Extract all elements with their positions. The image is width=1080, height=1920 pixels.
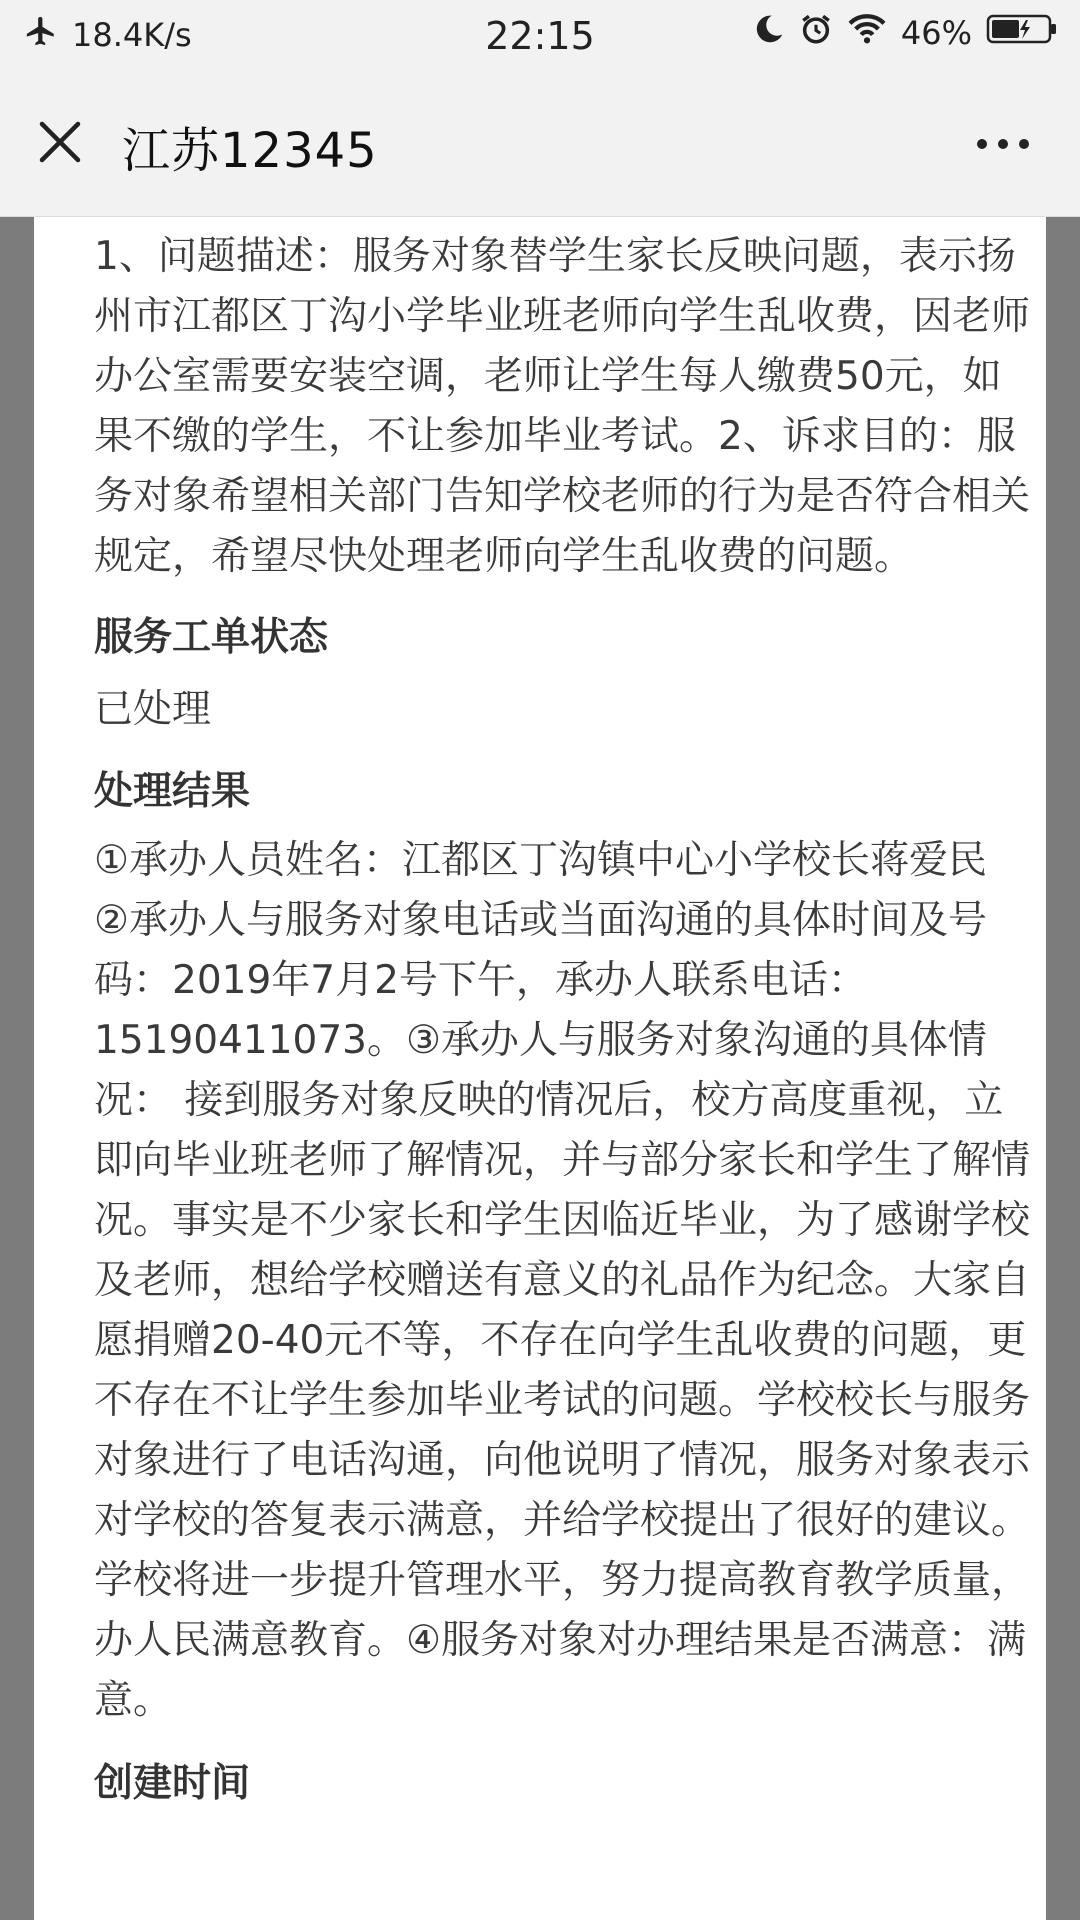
result-text: ①承办人员姓名：江都区丁沟镇中心小学校长蒋爱民 ②承办人与服务对象电话或当面沟通的具体时间及号码：2019年7月2号下午，承办人联系电话：15190411073。③承办人与服务对象沟通的具体情况： 接到服务对象反映的情况后，校方高度重视，立即向毕业班老师了解情况，并与部分家长和学生了解情况。事实是不少家长和学生因临近毕业，为了感谢学校及老师，想给学校赠送有意义的礼品作为纪念。大家自愿捐赠20-40元不等，不存在向学生乱收费的问题，更不存在不让学生参加毕业考试的问题。学校校长与服务对象进行了电话沟通，向他说明了情况，服务对象表示对学校的答复表示满意，并给学校提出了很好的建议。学校将进一步提升管理水平，努力提高教育教学质量，办人民满意教育。④服务对象对办理结果是否满意：满意。 (94, 838, 1031, 1723)
detail-card (34, 217, 1046, 1920)
problem-description: 1、问题描述：服务对象替学生家长反映问题，表示扬州市江都区丁沟小学毕业班老师向学生乱收费，因老师办公室需要安装空调，老师让学生每人缴费50元，如果不缴的学生，不让参加毕业考试。2、诉求目的：服务对象希望相关部门告知学校老师的行为是否符合相关规定，希望尽快处理老师向学生乱收费的问题。 (94, 234, 1031, 579)
status-bar (0, 0, 1080, 76)
detail-content (94, 227, 1034, 1815)
network-speed: 18.4K/s (72, 16, 192, 54)
wifi-icon (847, 12, 887, 54)
close-button[interactable] (30, 114, 90, 174)
clock: 22:15 (485, 14, 595, 58)
moon-icon (753, 13, 785, 53)
status-value: 已处理 (94, 687, 212, 732)
nav-bar (0, 76, 1080, 217)
more-icon (975, 136, 1031, 155)
more-button[interactable] (968, 120, 1038, 170)
alarm-icon (799, 12, 833, 54)
next-section-label: 创建时间 (94, 1761, 251, 1806)
result-label: 处理结果 (94, 769, 251, 814)
close-icon (36, 118, 84, 170)
status-label: 服务工单状态 (94, 615, 329, 660)
battery-icon (986, 12, 1058, 54)
battery-percent: 46% (900, 14, 972, 52)
status-right (753, 12, 1058, 54)
page-title: 江苏12345 (122, 123, 378, 179)
